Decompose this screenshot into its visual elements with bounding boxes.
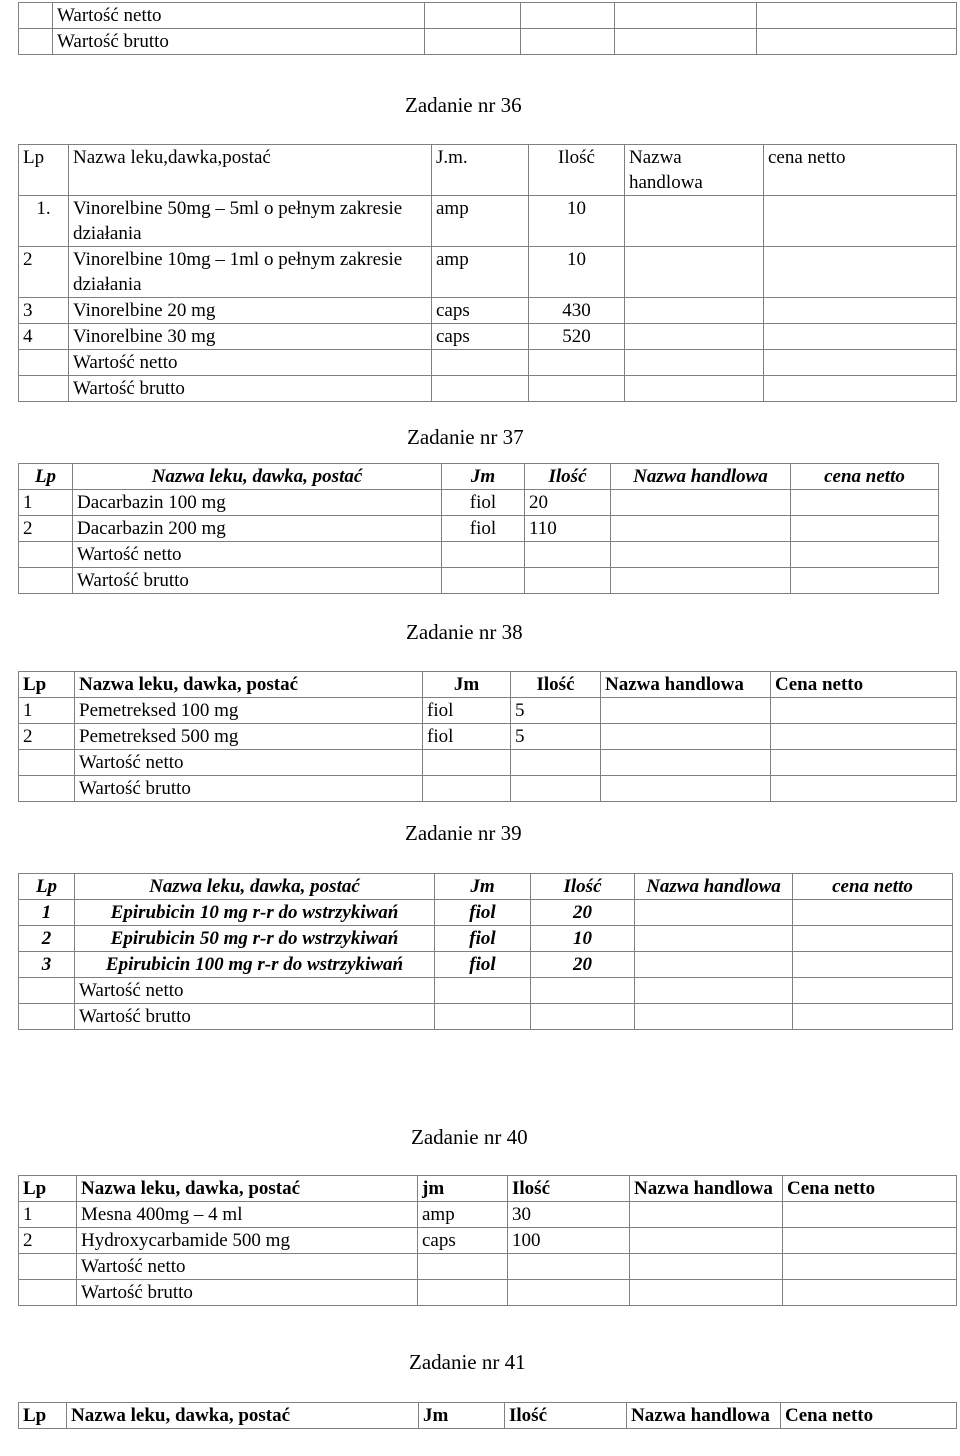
table-row: 1 Epirubicin 10 mg r-r do wstrzykiwań fiol 20 [19, 900, 953, 926]
header-name: Nazwa leku, dawka, postać [75, 874, 435, 900]
header-name: Nazwa leku, dawka, postać [67, 1403, 419, 1429]
header-lp: Lp [19, 145, 69, 196]
header-name: Nazwa leku, dawka, postać [75, 672, 423, 698]
section-title-z41: Zadanie nr 41 [409, 1350, 526, 1374]
table-row: 1 Dacarbazin 100 mg fiol 20 [19, 490, 939, 516]
header-lp: Lp [19, 672, 75, 698]
header-qty: Ilość [529, 145, 625, 196]
header-jm: Jm [442, 464, 525, 490]
table-row [19, 1254, 957, 1280]
header-name: Nazwa leku, dawka, postać [77, 1176, 418, 1202]
header-price: cena netto [764, 145, 957, 196]
z41-table [18, 1402, 957, 1429]
header-qty: Ilość [525, 464, 611, 490]
header-lp: Lp [19, 1176, 77, 1202]
header-trade: Nazwa handlowa [627, 1403, 781, 1429]
gross-value-label: Wartość brutto [69, 376, 432, 402]
header-qty: Ilość [531, 874, 635, 900]
table-row: 2 Vinorelbine 10mg – 1ml o pełnym zakresie działania amp 10 [19, 247, 957, 298]
section-title-z37: Zadanie nr 37 [407, 425, 524, 449]
header-price: Cena netto [783, 1176, 957, 1202]
section-title-z40: Zadanie nr 40 [411, 1125, 528, 1149]
section-title-z38: Zadanie nr 38 [406, 620, 523, 644]
z37-table [18, 463, 939, 594]
table-row: 2 Hydroxycarbamide 500 mg caps 100 [19, 1228, 957, 1254]
net-value-label: Wartość netto [77, 1254, 418, 1280]
header-qty: Ilość [505, 1403, 627, 1429]
table-row [19, 1280, 957, 1306]
table-header-row [19, 672, 957, 698]
gross-value-label: Wartość brutto [73, 568, 442, 594]
table-row: 3 Vinorelbine 20 mg caps 430 [19, 298, 957, 324]
table-row [19, 750, 957, 776]
table-row: 2 Pemetreksed 500 mg fiol 5 [19, 724, 957, 750]
header-name: Nazwa leku, dawka, postać [73, 464, 442, 490]
header-price: Cena netto [771, 672, 957, 698]
gross-value-label: Wartość brutto [75, 776, 423, 802]
header-jm: Jm [423, 672, 511, 698]
top-fragment-table [18, 2, 957, 55]
header-price: Cena netto [781, 1403, 957, 1429]
table-row [19, 776, 957, 802]
header-jm: Jm [435, 874, 531, 900]
header-trade: Nazwa handlowa [630, 1176, 783, 1202]
table-row [19, 542, 939, 568]
table-header-row [19, 145, 957, 196]
table-row: 1. Vinorelbine 50mg – 5ml o pełnym zakresie działania amp 10 [19, 196, 957, 247]
table-header-row [19, 464, 939, 490]
header-name: Nazwa leku,dawka,postać [69, 145, 432, 196]
header-trade: Nazwa handlowa [635, 874, 793, 900]
table-header-row [19, 1403, 957, 1429]
gross-value-label: Wartość brutto [75, 1004, 435, 1030]
table-row [19, 978, 953, 1004]
table-row: 2 Epirubicin 50 mg r-r do wstrzykiwań fiol 10 [19, 926, 953, 952]
section-title-z36: Zadanie nr 36 [405, 93, 522, 117]
header-trade: Nazwa handlowa [625, 145, 764, 196]
gross-value-label: Wartość brutto [53, 29, 425, 55]
header-jm: J.m. [432, 145, 529, 196]
header-qty: Ilość [508, 1176, 630, 1202]
z38-table [18, 671, 957, 802]
table-header-row [19, 874, 953, 900]
header-lp: Lp [19, 1403, 67, 1429]
table-row: 2 Dacarbazin 200 mg fiol 110 [19, 516, 939, 542]
table-row [19, 29, 957, 55]
table-row [19, 1004, 953, 1030]
net-value-label: Wartość netto [73, 542, 442, 568]
header-trade: Nazwa handlowa [601, 672, 771, 698]
gross-value-label: Wartość brutto [77, 1280, 418, 1306]
net-value-label: Wartość netto [69, 350, 432, 376]
header-trade: Nazwa handlowa [611, 464, 791, 490]
table-row [19, 3, 957, 29]
table-header-row [19, 1176, 957, 1202]
net-value-label: Wartość netto [75, 978, 435, 1004]
header-jm: Jm [419, 1403, 505, 1429]
header-lp: Lp [19, 874, 75, 900]
header-price: cena netto [793, 874, 953, 900]
header-lp: Lp [19, 464, 73, 490]
z40-table [18, 1175, 957, 1306]
net-value-label: Wartość netto [75, 750, 423, 776]
header-jm: jm [418, 1176, 508, 1202]
table-row: 1 Mesna 400mg – 4 ml amp 30 [19, 1202, 957, 1228]
table-row: 3 Epirubicin 100 mg r-r do wstrzykiwań fiol 20 [19, 952, 953, 978]
z39-table [18, 873, 953, 1030]
header-qty: Ilość [511, 672, 601, 698]
section-title-z39: Zadanie nr 39 [405, 821, 522, 845]
table-row [19, 376, 957, 402]
table-row [19, 350, 957, 376]
table-row: 1 Pemetreksed 100 mg fiol 5 [19, 698, 957, 724]
z36-table [18, 144, 957, 402]
header-price: cena netto [791, 464, 939, 490]
table-row: 4 Vinorelbine 30 mg caps 520 [19, 324, 957, 350]
net-value-label: Wartość netto [53, 3, 425, 29]
table-row [19, 568, 939, 594]
